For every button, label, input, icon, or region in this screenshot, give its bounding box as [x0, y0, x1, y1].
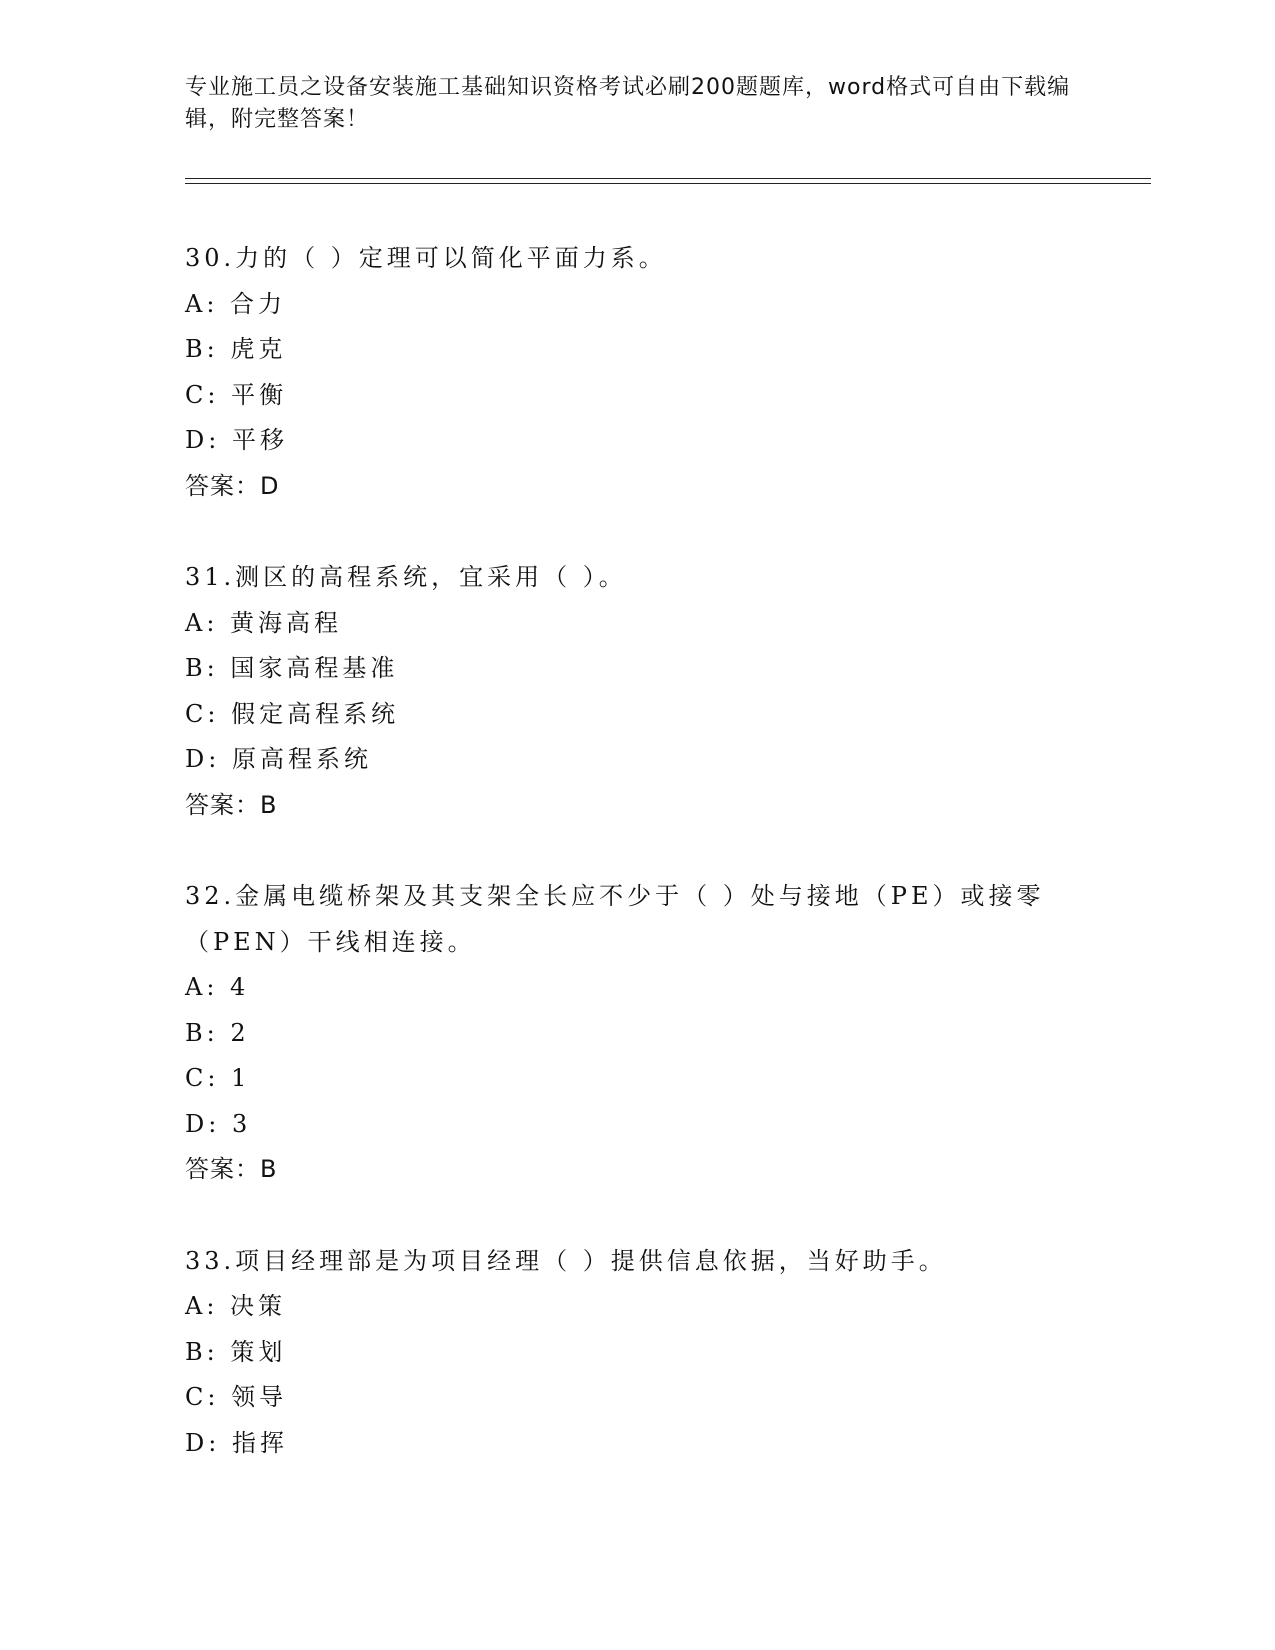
header-rule-top [185, 178, 1151, 179]
option-c: C: 领导 [185, 1383, 288, 1411]
option-c: C: 假定高程系统 [185, 699, 400, 728]
option-c: C: 1 [185, 1064, 251, 1092]
option-d: D: 指挥 [185, 1428, 288, 1457]
option-c: C: 平衡 [185, 380, 288, 409]
question-33 [185, 1239, 1085, 1467]
question-list [185, 236, 1085, 1512]
header-rule-bottom [185, 183, 1151, 184]
answer-line: 答案：D [185, 471, 280, 500]
option-d: D: 平移 [185, 426, 288, 454]
option-b: B: 2 [185, 1018, 250, 1047]
option-a: A: 决策 [185, 1292, 287, 1320]
option-a: A: 合力 [185, 289, 287, 318]
answer-line: 答案：B [185, 1155, 278, 1183]
option-b: B: 虎克 [185, 335, 287, 363]
option-a: A: 4 [185, 973, 250, 1001]
question-stem: 30.力的（ ）定理可以简化平面力系。 [185, 244, 667, 272]
question-stem: 33.项目经理部是为项目经理（ ）提供信息依据，当好助手。 [185, 1246, 947, 1275]
question-32 [185, 874, 1085, 1193]
option-b: B: 国家高程基准 [185, 654, 399, 682]
question-31 [185, 555, 1085, 828]
option-b: B: 策划 [185, 1337, 287, 1366]
question-stem: 31.测区的高程系统，宜采用（ ）。 [185, 563, 627, 591]
question-stem: 32.金属电缆桥架及其支架全长应不少于（ ）处与接地（PE）或接零（PEN）干线相连接。 [185, 882, 1045, 956]
option-a: A: 黄海高程 [185, 608, 343, 637]
question-30 [185, 236, 1085, 509]
answer-line: 答案：B [185, 790, 278, 819]
option-d: D: 原高程系统 [185, 745, 372, 773]
option-d: D: 3 [185, 1109, 252, 1138]
document-header: 专业施工员之设备安装施工基础知识资格考试必刷200题题库，word格式可自由下载编辑，附完整答案！ [185, 75, 1071, 132]
